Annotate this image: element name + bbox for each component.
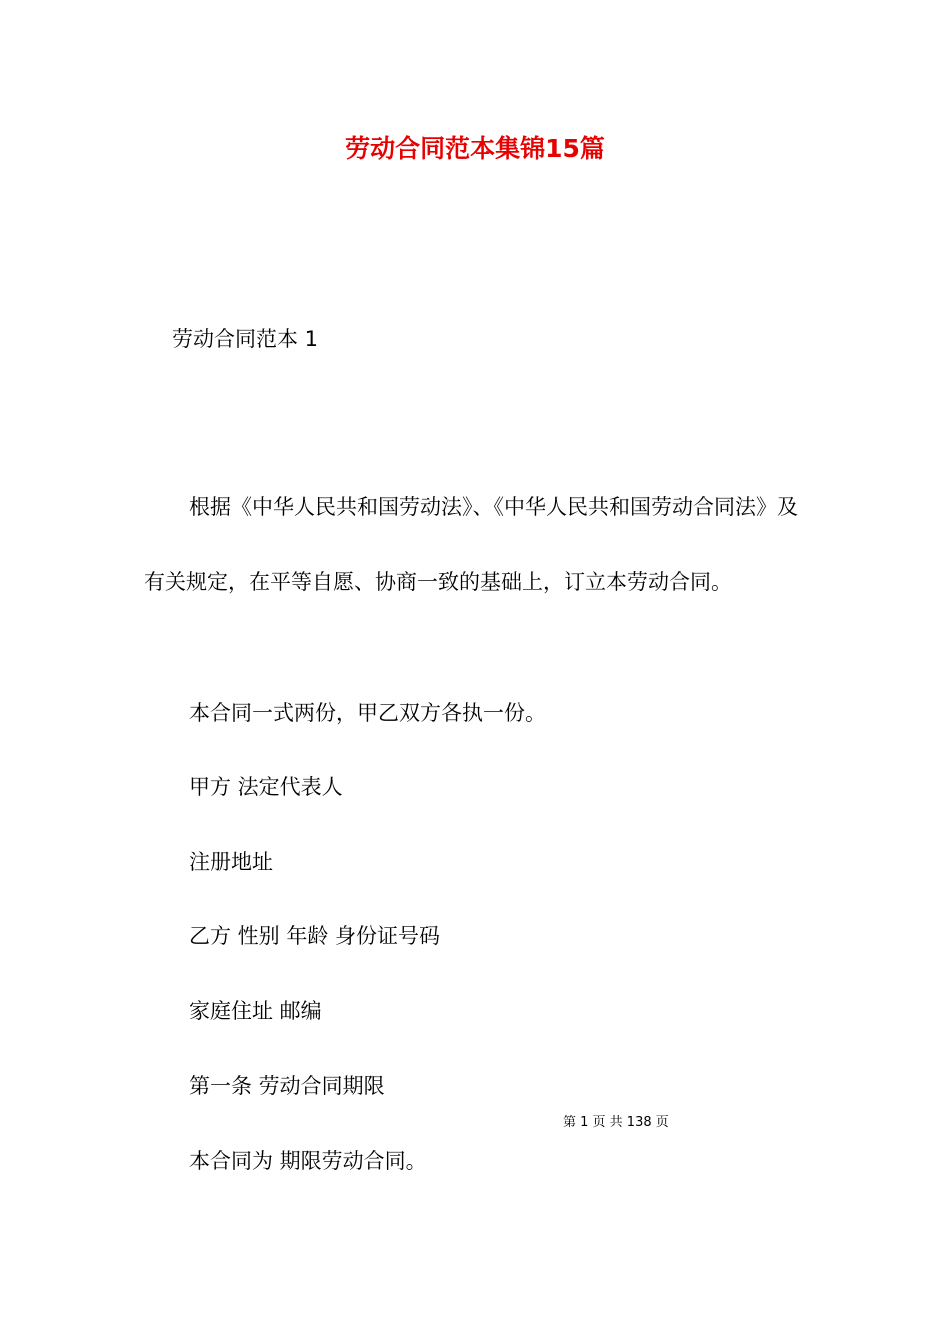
paragraph-party-a: 甲方 法定代表人 <box>189 775 343 799</box>
intro-paragraph: 根据《中华人民共和国劳动法》、《中华人民共和国劳动合同法》及有关规定，在平等自愿、协商一致的基础上，订立本劳动合同。 <box>144 495 798 594</box>
paragraph-contract-term: 本合同为 期限劳动合同。 <box>189 1149 427 1173</box>
paragraph-home-address: 家庭住址 邮编 <box>189 999 322 1023</box>
section-heading: 劳动合同范本 1 <box>172 327 319 351</box>
article-one-heading: 第一条 劳动合同期限 <box>189 1074 385 1098</box>
document-title: 劳动合同范本集锦15篇 <box>345 134 605 163</box>
page-footer: 第 1 页 共 138 页 <box>563 1115 669 1130</box>
paragraph-registered-address: 注册地址 <box>189 850 273 874</box>
paragraph-party-b: 乙方 性别 年龄 身份证号码 <box>189 924 441 948</box>
paragraph-copies: 本合同一式两份，甲乙双方各执一份。 <box>189 701 546 725</box>
